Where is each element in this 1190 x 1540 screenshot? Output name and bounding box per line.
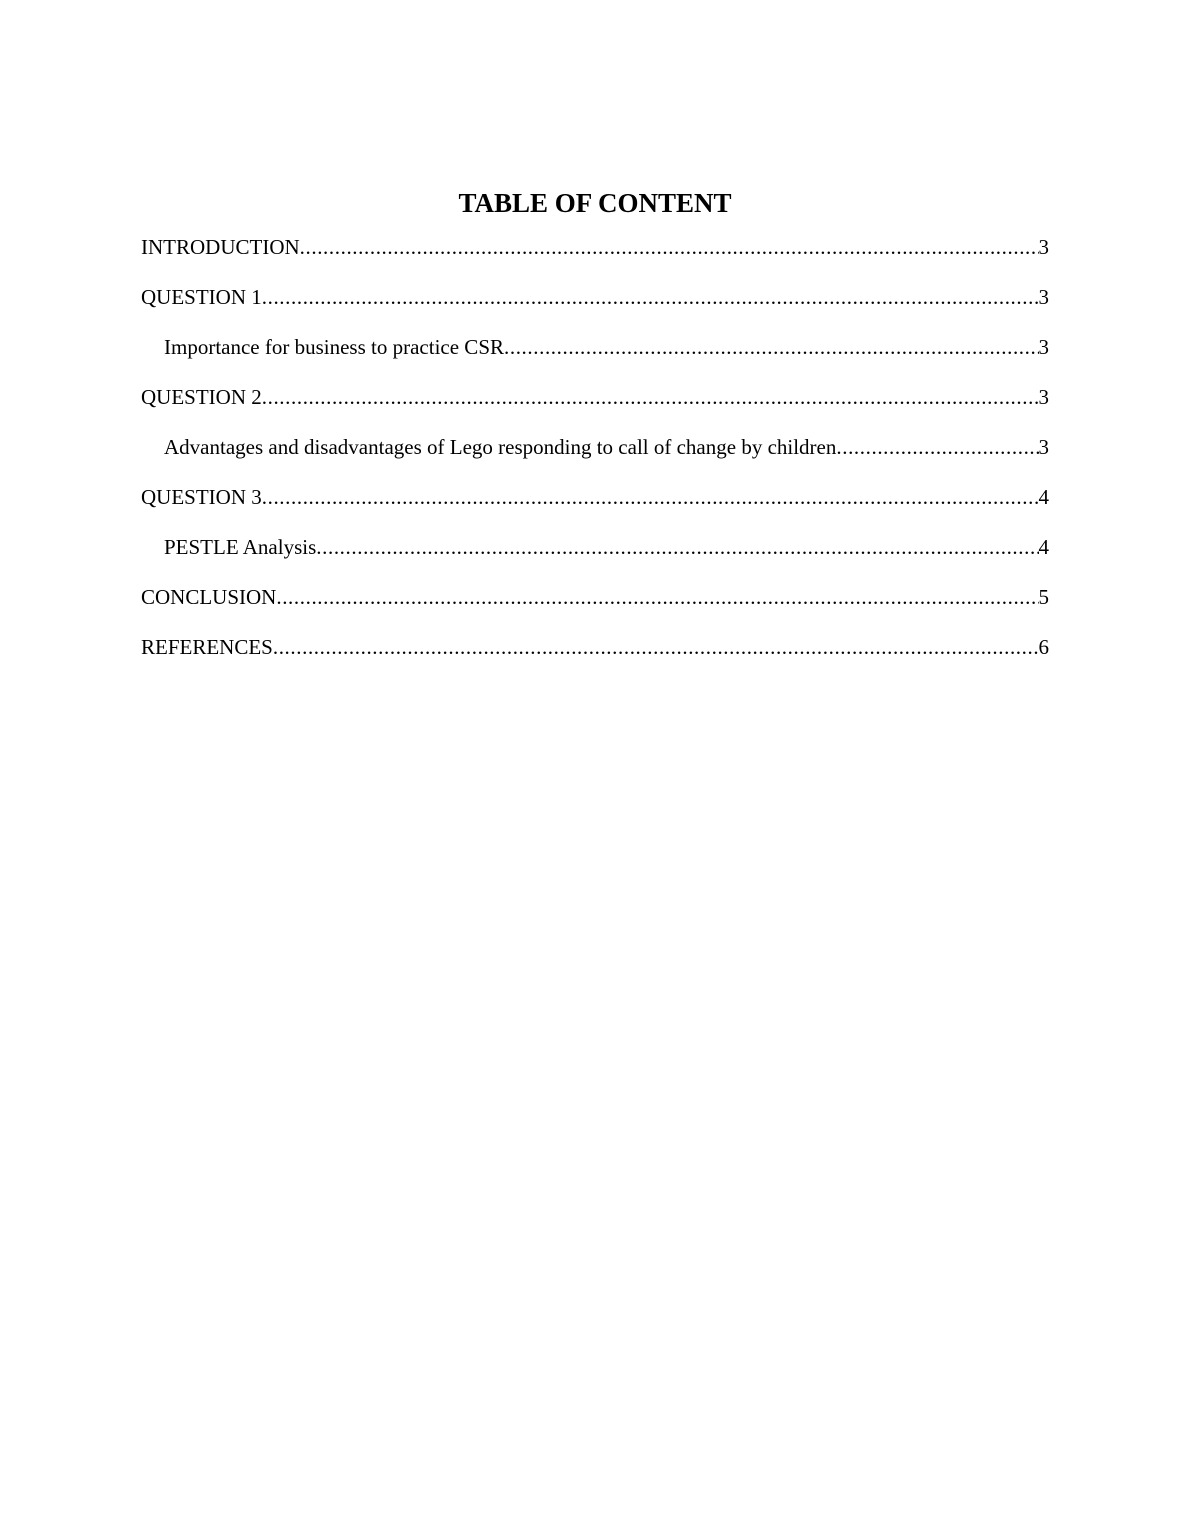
toc-page-number: 4 xyxy=(1038,485,1049,509)
toc-entry-label: QUESTION 1 xyxy=(141,285,262,309)
toc-page-number: 6 xyxy=(1038,635,1049,659)
toc-page-number: 5 xyxy=(1038,585,1049,609)
toc-entry-question-3[interactable] xyxy=(141,482,1049,532)
toc-entry-csr-importance[interactable] xyxy=(141,332,1049,382)
toc-title: TABLE OF CONTENT xyxy=(458,188,732,218)
toc-page-number: 3 xyxy=(1038,235,1049,259)
toc-entry-conclusion[interactable] xyxy=(141,582,1049,632)
toc-dot-leader xyxy=(836,432,1038,462)
toc-entry-question-1[interactable] xyxy=(141,282,1049,332)
toc-entry-label: INTRODUCTION xyxy=(141,235,300,259)
toc-dot-leader xyxy=(273,632,1039,662)
toc-dot-leader xyxy=(316,532,1038,562)
toc-entry-label: Importance for business to practice CSR xyxy=(164,335,504,359)
toc-entry-label: CONCLUSION xyxy=(141,585,277,609)
toc-entry-label: PESTLE Analysis xyxy=(164,535,317,559)
toc-entry-label: QUESTION 2 xyxy=(141,385,262,409)
toc-page-number: 4 xyxy=(1038,535,1049,559)
toc-dot-leader xyxy=(262,482,1039,512)
toc-entry-label: QUESTION 3 xyxy=(141,485,262,509)
toc-entry-question-2[interactable] xyxy=(141,382,1049,432)
toc-entry-label: Advantages and disadvantages of Lego responding to call of change by children xyxy=(164,435,837,459)
toc-page-number: 3 xyxy=(1038,385,1049,409)
toc-page-number: 3 xyxy=(1038,335,1049,359)
toc-dot-leader xyxy=(262,282,1039,312)
toc-entry-label: REFERENCES xyxy=(141,635,273,659)
toc-page-number: 3 xyxy=(1038,435,1049,459)
toc-entry-references[interactable] xyxy=(141,632,1049,682)
toc-dot-leader xyxy=(276,582,1038,612)
toc-dot-leader xyxy=(262,382,1039,412)
toc-list xyxy=(141,232,1049,682)
toc-entry-pestle-analysis[interactable] xyxy=(141,532,1049,582)
toc-entry-introduction[interactable] xyxy=(141,232,1049,282)
toc-dot-leader xyxy=(504,332,1039,362)
toc-dot-leader xyxy=(300,232,1039,262)
toc-page-number: 3 xyxy=(1038,285,1049,309)
toc-entry-lego-advantages[interactable] xyxy=(141,432,1049,482)
